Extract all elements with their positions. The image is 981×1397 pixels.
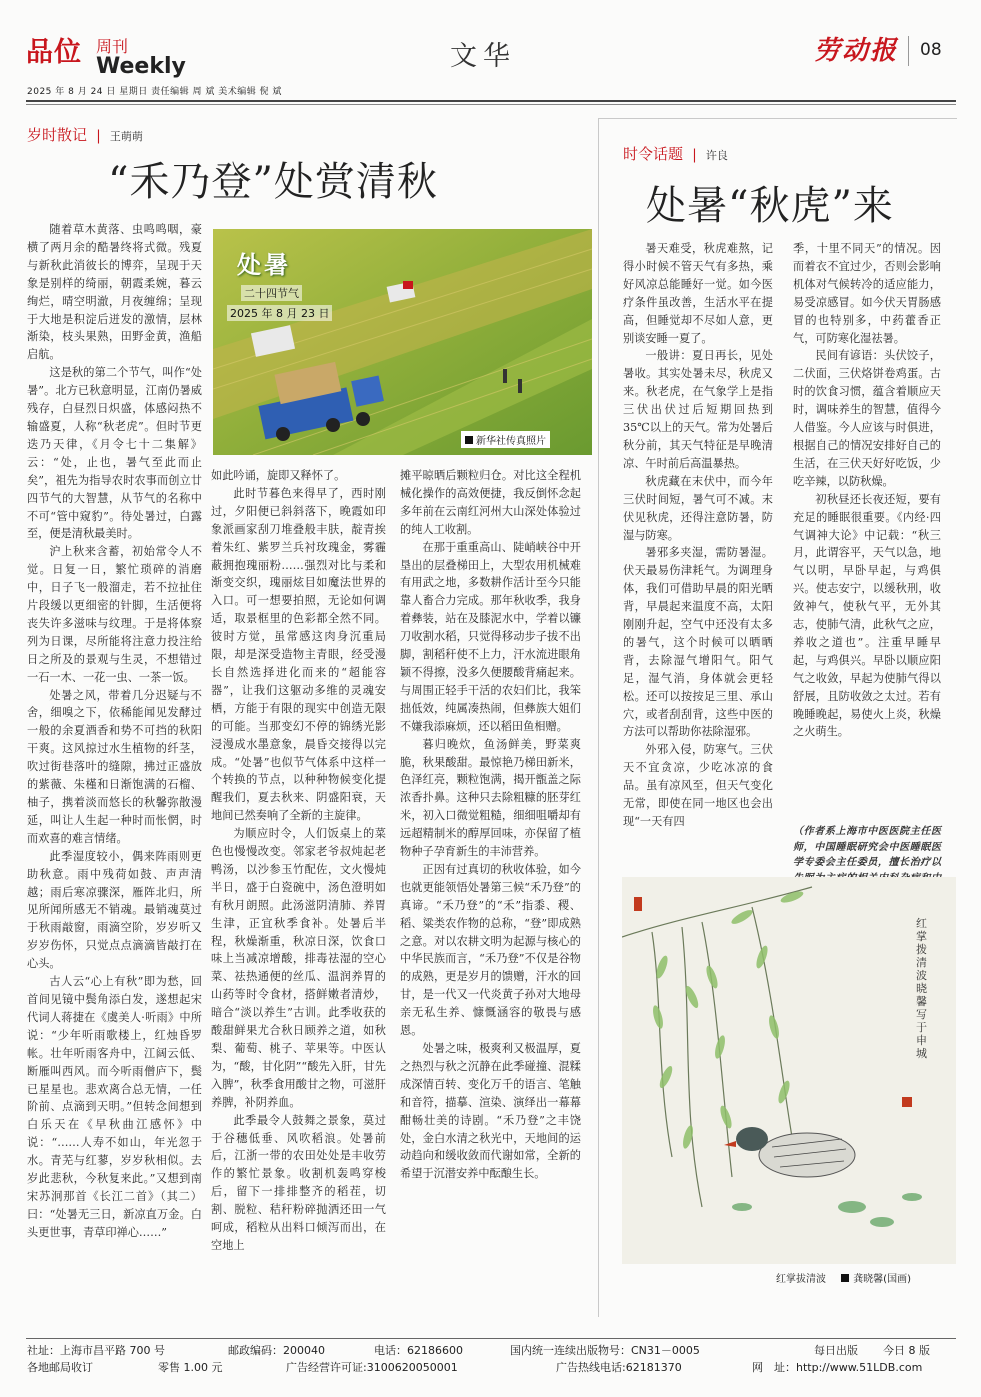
paragraph: 此季湿度较小，偶来阵雨则更助秋意。雨中残荷如鼓、声声清越；雨后寒凉骤深，雁阵北归，所见所闻所感无不销魂。最销魂莫过于秋雨敲窗，雨滴空阶，岁岁听又岁岁伤怀，只觉点点滴滴皆敲打在心头。: [27, 849, 202, 971]
painting-caption: 红掌拔清波: [776, 1274, 826, 1285]
painting-caption-row: [776, 1270, 911, 1285]
painting-art: [622, 877, 956, 1264]
brand-zhoukan: 周刊: [96, 37, 129, 56]
ink-painting: [622, 877, 956, 1264]
paragraph: 摊平晾晒后颗粒归仓。对比这全程机械化操作的高效便捷，我反倒怀念起多年前在云南红河州大山深处体验过的纯人工收割。: [400, 469, 581, 536]
masthead-rule: [26, 100, 956, 102]
photo-credit-text: 新华社传真照片: [476, 436, 546, 447]
dateline: 2025 年 8 月 24 日 星期日 责任编辑 周 斌 美术编辑 倪 斌: [27, 87, 282, 97]
paragraph: 古人云“心上有秋”即为愁，回首间见镜中鬓角添白发，遂想起宋代词人蒋捷在《虞美人·听雨》中所说：“少年听雨歌楼上，红烛昏罗帐。壮年听雨客舟中，江阔云低、断雁叫西风。而今听雨僧庐下，鬓已星星也。悲欢离合总无情，一任阶前、点滴到天明。”但转念间想到白乐天在《早秋曲江感怀》中说：“……人寿不如山，年光忽于水。青芜与红蓼，岁岁秋相似。去岁此悲秋，今秋复来此。”又想到南宋苏泂那首《长江二首》（其二）曰：“处暑无三日，新凉直万金。白头更世事，青草印禅心……”: [27, 975, 202, 1239]
paragraph: 外邪入侵，防寒气。三伏天不宜贪凉，少吃冰凉的食品。虽有凉风至，但天气变化无常，即使在同一地区也会出现“一天有四: [623, 743, 773, 828]
right-article-header: [623, 143, 728, 164]
paragraph: 民间有谚语：头伏饺子，二伏面，三伏烙饼卷鸡蛋。古时的饮食习惯，蕴含着顺应天时，调味养生的智慧，值得今人借鉴。今人应该与时俱进，根据自己的情况安排好自己的生活，在三伏天好好吃饭，少吃辛辣，以防秋燥。: [793, 349, 941, 488]
paragraph: 正因有过真切的秋收体验，如今也就更能领悟处暑第三候“禾乃登”的真谛。“禾乃登”的“禾”指黍、稷、稻、粱类农作物的总称，“登”即成熟之意。对以农耕文明为起源与核心的中华民族而言，“禾乃登”不仅是谷物的成熟，更是岁月的馈赠，汗水的回甘，是一代又一代炎黄子孙对大地母亲无私生养、慷慨涵容的敬畏与感恩。: [400, 862, 581, 1038]
photo-term: 二十四节气: [241, 285, 302, 301]
footer-postcode: 邮政编码：200040: [228, 1344, 325, 1357]
label-separator: |: [96, 128, 101, 144]
right-column-label: 时令话题: [623, 145, 684, 163]
right-author: 许良: [705, 149, 728, 162]
painting-artist: 龚晓馨(国画): [853, 1274, 911, 1285]
paragraph: 季，十里不同天”的情况。因而着衣不宜过少，否则会影响机体对气候转冷的适应能力，易受凉感冒。如今伏天胃肠感冒的也特别多，中药藿香正气，可防寒化湿祛暑。: [793, 242, 941, 345]
section-title: 文华: [450, 41, 516, 72]
photo-badge: 处暑: [237, 251, 291, 279]
paragraph: 这是秋的第二个节气，叫作“处暑”。北方已秋意明显，江南仍暑威残存，白昼烈日炽盛，体感闷热不输盛夏，人称“秋老虎”。但时节更迭乃天律，《月令七十二集解》云：“处，止也，暑气至此而止矣”，祖先为指导农时农事而创立廿四节气的大智慧，从节气的名称中不可“管中窥豹”。待处暑过，白露至，便是清秋最美时。: [27, 366, 202, 541]
paragraph: 一般讲：夏日再长，见处暑收。其实处暑未尽，秋虎又来。秋老虎，在气象学上是指三伏出伏过后短期回热到 35℃以上的天气。常为处暑后秋分前，其天气特征是早晚清凉、午时前后高温暴热。: [623, 349, 773, 470]
paragraph: 如此吟诵，旋即又释怀了。: [211, 469, 346, 482]
footer-rule: [26, 1338, 956, 1339]
author-note: （作者系上海市中医医院主任医师，中国睡眠研究会中医睡眠医学专委会主任委员，擅长治疗以: [793, 826, 941, 868]
footer-pages: 今日 8 版: [883, 1344, 930, 1357]
paragraph: 在那于重重高山、陡峭峡谷中开垦出的层叠梯田上，大型农用机械难有用武之地，多数耕作活计至今只能靠人畜合力完成。那年秋收季，我身着彝装，站在及膝泥水中，学着以镰刀收割水稻，只觉得移动步子拔不出脚，割稻秆使不上力，汗水流进眼角颖不得擦，没多久便腰酸背痛起来。与周围正轻手干活的农妇们比，我笨拙低效，纯属凑热闹，但彝族大姐们不嫌我添麻烦，还以稻田鱼相赠。: [400, 540, 581, 733]
left-author: 王萌萌: [109, 130, 143, 143]
paragraph: 暑邪多夹湿，需防暑湿。伏天最易伤津耗气。为调理身体，我们可借助早晨的阳光晒背，早晨起来温度不高，太阳刚刚升起，空气中还没有太多的暑气，这个时候可以晒晒背，去除湿气增阳气。阳气足，湿气消，身体就会更轻松。还可以按按足三里、承山穴，或者刮刮背，这些中医的方法可以帮助你祛除湿邪。: [623, 546, 773, 739]
right-headline: 处暑“秋虎”来: [646, 183, 894, 229]
footer-ad-license: 广告经营许可证:3100620050001: [286, 1361, 458, 1374]
photo-credit: [461, 431, 550, 448]
paragraph: 随着草木黄落、虫鸣鸣咽，豪横了两月余的酷暑终将式微。残夏与新秋此消彼长的博弈，呈现于天象是别样的绮丽，朝霞柔婉，暮云绚烂，晴空明澈，月夜缠绵；呈现于大地是积淀后迸发的激情，层林渐染，枝头果熟，田野金黄，渔船启航。: [27, 223, 202, 362]
paragraph: 为顺应时令，人们饭桌上的菜色也慢慢改变。邻家老爷叔炖起老鸭汤，以沙参玉竹配佐，文火慢炖半日，盛于白瓷碗中，汤色澄明如有秋月朗照。此汤滋阴清肺、养胃生津，正宜秋季食补。处暑后半程，秋燥渐重，秋凉日深，饮食口味上当减凉增酸，排毒祛湿的空心菜、祛热通便的丝瓜、温润养胃的山药等时令食材，搭鲜嫩者清炒，暗合“淡以养生”古训。此季收获的酸甜鲜果尤合秋日顾养之道，如秋梨、葡萄、桃子、苹果等。中医认为，“酸，甘化阴”“酸先入肝，甘先入脾”，秋季食用酸甘之物，可滋肝养脾，补阴养血。: [211, 827, 386, 1109]
masthead-rule-thin: [26, 104, 956, 105]
footer-price: 零售 1.00 元: [158, 1361, 223, 1374]
photo-date: 2025 年 8 月 23 日: [227, 305, 332, 321]
paragraph: 秋虎藏在末伏中，而今年三伏时间短，暑气可不减。末伏见秋虎，还得注意防暑，防湿与防寒。: [623, 474, 773, 542]
caption-square-icon: [841, 1274, 849, 1282]
left-column-label: 岁时散记: [27, 126, 88, 144]
left-article-col3: [400, 467, 581, 1312]
paragraph: 暑天难受，秋虎难熬，记得小时候不管天气有多热，乘好风凉总能睡好一觉。如今医疗条件虽改善，生活水平在提高，但睡觉却不尽如人意，更别谈安睡一夏了。: [623, 242, 773, 345]
footer-issn: 国内统一连续出版物号：CN31－0005: [510, 1344, 700, 1357]
paragraph: 此时节暮色来得早了，西时刚过，夕阳便已斜斜落下，晚霞如印象派画家刮刀堆叠般丰肤，靛青挨着朱红、紫罗兰兵衬玫瑰金，雾霾蔽拥抱瑰丽粉……强烈对比与柔和渐变交织，瑰丽炫目如魔法世界的入口。可一想要拍照，无论如何调适，取景框里的色彩都全然不同。彼时方觉，虽常感这肉身沉重局限，却是深受造物主青眼，经受漫长自然选择进化而来的“超能容器”，让我们这躯动多维的灵魂安栖，方能于有限的现实中创造无限的可能。当那变幻不停的锦绣光影浸漫成水墨意象，晨昏交接得以完成。“处暑”也似节气体系中这样一个转换的节点，以种种物候变化提醒我们，夏去秋来、阴盛阳衰，天地间已然奏响了全新的主旋律。: [211, 486, 386, 823]
paragraph: 此季最令人鼓舞之景象，莫过于谷穗低垂、风吹稻浪。处暑前后，江浙一带的农田处处是丰收劳作的繁忙景象。收割机轰鸣穿梭后，留下一排排整齐的稻茬，切割、脱粒、秸秆粉碎抛洒还田一气呵成，稻粒从出料口倾泻而出，在空地上: [211, 1113, 386, 1252]
left-article-col1: [27, 221, 202, 1311]
footer-phone: 电话：62186600: [374, 1344, 463, 1357]
left-headline: “禾乃登”处赏清秋: [108, 159, 438, 205]
footer-subscribe: 各地邮局收订: [27, 1361, 93, 1374]
left-article-header: [27, 124, 143, 145]
label-separator: |: [692, 147, 697, 163]
paragraph: 初秋昼还长夜还短，要有充足的睡眠很重要。《内经·四气调神大论》中记载：“秋三月，此谓容平，天气以急，地气以明，早卧早起，与鸡俱兴。使志安宁，以缓秋刑，收敛神气，使秋气平，无外其志，使肺气清，此秋气之应，养收之道也”。注重早睡早起，与鸡俱兴。早卧以顺应阳气之收敛，早起为使肺气得以舒展，且防收敛之太过。若有晚睡晚起，易使火上炎，秋燥之火萌生。: [793, 492, 941, 739]
credit-square-icon: [465, 436, 473, 444]
right-article-col2: [793, 240, 941, 825]
brand-logo: 品位: [26, 37, 82, 68]
footer-address: 社址：上海市昌平路 700 号: [27, 1344, 165, 1357]
footer-website[interactable]: 网 址：http://www.51LDB.com: [752, 1361, 923, 1374]
painting-inscription: 红掌拨清波 晓馨写于申城: [916, 917, 927, 1060]
brand-weekly: Weekly: [96, 54, 186, 79]
paragraph: 暮归晚炊，鱼汤鲜美，野菜爽脆，秋果酸甜。最惊艳乃梯田新米，色泽红亮，颗粒饱满，揭开甑盖之际浓香扑鼻。这种只去除粗糠的胚芽红米，初入口微觉粗糙，细细咀嚼却有远超精制米的醇厚回味，亦保留了植物种子孕育新生的丰沛营养。: [400, 737, 581, 859]
left-article-col2: [211, 467, 386, 1312]
paragraph: 处暑之味，极爽利又极温厚，夏之热烈与秋之沉静在此季碰撞、混糅成深情百转、变化万千的语言、笔触和音符，描摹、渲染、演绎出一幕幕酣畅壮美的诗剧。“禾乃登”之丰饶处，金白水清之秋光中，天地间的运动趋向和缓收敛而代谢如常，全新的希望于沉潜安养中酝酿生长。: [400, 1042, 581, 1181]
newspaper-logo: 劳动报: [814, 36, 899, 66]
masthead-divider: [908, 36, 909, 66]
footer-ad-hotline: 广告热线电话:62181370: [556, 1361, 682, 1374]
footer-frequency: 每日出版: [814, 1344, 858, 1357]
right-article-col1: [623, 240, 773, 865]
paragraph: 沪上秋来含蓄，初始常令人不觉。日复一日，繁忙琐碎的消磨中，日子飞一般溜走，若不拉扯住片段缓以更细密的针脚，生活便将丧失许多滋味与纹理。于是将体察列为日课，尽所能将注意力投注给日之所及的景观与生灵，不想错过一石一木、一花一虫、一茶一饭。: [27, 545, 202, 684]
page-number: 08: [920, 40, 942, 60]
paragraph: 处暑之风，带着几分迟疑与不舍，细嗅之下，依稀能闻见发酵过一般的余夏酒香和势不可挡的秋阳干爽。这风掠过水生植物的纤茎，吹过街巷落叶的缝隙，拂过正盛放的紫薇、朱槿和日渐饱满的石榴、柚子，携着淡而悠长的秋馨弥散漫延，叫让人生起一种时而怅惘，时而欢喜的难言情绪。: [27, 688, 202, 845]
harvest-photo: [213, 229, 592, 455]
